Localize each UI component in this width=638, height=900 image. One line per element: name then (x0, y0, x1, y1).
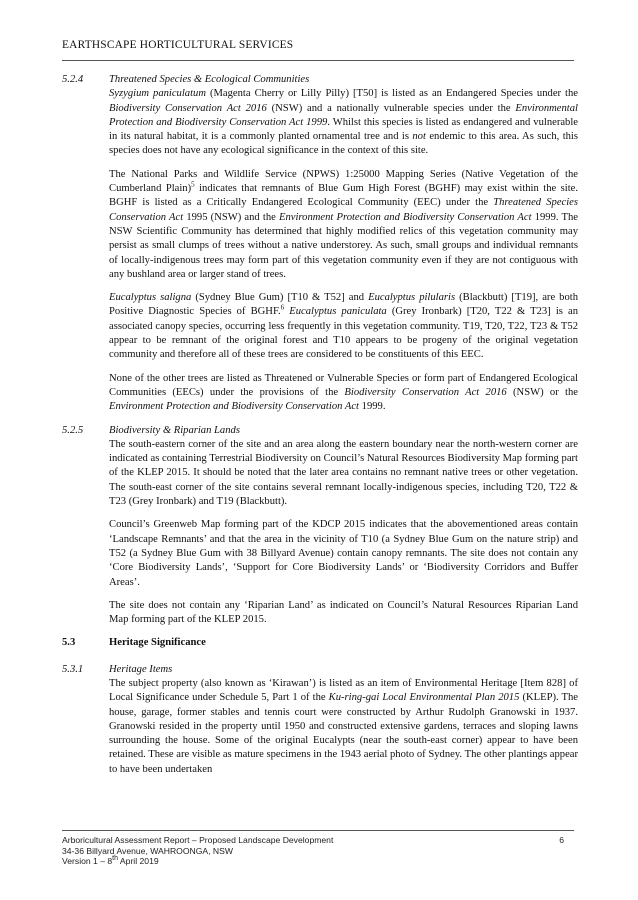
running-header: EARTHSCAPE HORTICULTURAL SERVICES (62, 39, 294, 51)
site-address: 34-36 Billyard Avenue, WAHROONGA, NSW (62, 845, 233, 856)
paragraph: Syzygium paniculatum (Magenta Cherry or Lilly Pilly) [T50] is listed as an Endangered Species under the Biodiversity Conservation Act 2016 (NSW) and a nationally vulnerable species under the Environmental Protection and Biodiversity Conservation Act 1999. Whilst this species is listed as endangered and vulnerable in its natural habitat, it is a commonly planted ornamental tree and is not endemic to this area. As such, this species does not have any ecological significance in the context of this site. (109, 88, 579, 157)
section-title: Biodiversity & Riparian Lands (109, 424, 240, 436)
section-title: Heritage Significance (109, 637, 206, 649)
paragraph: None of the other trees are listed as Threatened or Vulnerable Species or form part of Endangered Ecological Communities (EECs) under the provisions of the Biodiversity Conservation Act 2016 (NSW) or the Environment Protection and Biodiversity Conservation Act 1999. (109, 372, 579, 413)
section-5-2-4 (62, 73, 578, 415)
paragraph: Eucalyptus saligna (Sydney Blue Gum) [T10 & T52] and Eucalyptus pilularis (Blackbutt) [T19], are both Positive Diagnostic Species of BGHF.$^6$ Eucalyptus paniculata (Grey Ironbark) [T20, T22 & T23] is an associated canopy species, occurring less frequently in this vegetation community. T19, T20, T22, T23 & T52 appear to be remnant of the original forest and T10 appears to be progeny of the original vegetation community and therefore all of these trees are considered to be constituents of this EEC. (109, 292, 579, 361)
paragraph: The south-eastern corner of the site and an area along the eastern boundary near the north-western corner are indicated as containing Terrestrial Biodiversity on Council’s Natural Resources Biodiversity Map forming part of the KLEP 2015. It should be noted that the later area contains no remnant native trees or other vegetation. The south-east corner of the site contains several remnant locally-indigenous species, including T20, T22 & T23 (Grey Ironbark) and T19 (Blackbutt). (109, 438, 578, 508)
section-title: Threatened Species & Ecological Communities (109, 74, 310, 85)
paragraph: The National Parks and Wildlife Service (NPWS) 1:25000 Mapping Series (Native Vegetation of the Cumberland Plain)$^5$ indicates that remnants of Blue Gum High Forest (BGHF) may exist within the site. BGHF is listed as a Critically Endangered Ecological Community (EEC) under the Threatened Species Conservation Act 1995 (NSW) and the Environment Protection and Biodiversity Conservation Act 1999. The NSW Scientific Community has determined that highly modified relics of this vegetation community may persist as small clumps of trees without a native understorey. As such, small groups and individual remnants of locally-indigenous trees may form part of this vegetation community even if they are not contiguous with any bushland area or larger stand of trees. (109, 168, 579, 280)
section-5-3-heading (62, 636, 578, 650)
page-footer (62, 835, 572, 867)
paragraph: The site does not contain any ‘Riparian Land’ as indicated on Council’s Natural Resources Riparian Land Map forming part of the KLEP 2015. (109, 599, 578, 626)
section-number: 5.2.5 (62, 424, 84, 436)
section-5-3-1 (62, 663, 578, 777)
report-title: Arboricultural Assessment Report – Proposed Landscape Development (62, 835, 334, 845)
footnote-ref: 6 (280, 303, 285, 312)
footnote-ref: 5 (191, 180, 195, 189)
section-title: Heritage Items (109, 663, 173, 675)
section-5-2-5 (62, 424, 578, 628)
page-content (62, 73, 578, 786)
footer-rule (62, 830, 574, 831)
page-number: 6 (559, 835, 564, 845)
version-line: Version 1 – 8th April 2019 (62, 855, 159, 866)
section-number: 5.2.4 (62, 74, 84, 85)
section-number: 5.3.1 (62, 663, 84, 675)
paragraph: Council’s Greenweb Map forming part of the KDCP 2015 indicates that the abovementioned areas contain ‘Landscape Remnants’ and that the area in the vicinity of T10 (a Sydney Blue Gum on the nature strip) and T52 (a Sydney Blue Gum with 38 Billyard Avenue) contain canopy remnants. The site does not contain any ‘Core Biodiversity Lands’, ‘Support for Core Biodiversity Lands’ or ‘Biodiversity Corridors and Buffer Areas’. (109, 519, 578, 588)
paragraph: The subject property (also known as ‘Kirawan’) is listed as an item of Environmental Heritage [Item 828] of Local Significance under Schedule 5, Part 1 of the Ku-ring-gai Local Environmental Plan 2015 (KLEP). The house, garage, former stables and tennis court were constructed by Arthur Rudolph Granowski in 1937. Granowski resided in the property until 1950 and constructed extensive gardens, terraces and sloping lawns surrounding the house. Some of the original Eucalypts (near the south-east corner) appear to have been retained. These are visible as mature specimens in the 1943 aerial photo of Sydney. The other plantings appear to have been undertaken (109, 677, 578, 775)
header-rule (62, 60, 574, 61)
section-number: 5.3 (62, 637, 76, 649)
